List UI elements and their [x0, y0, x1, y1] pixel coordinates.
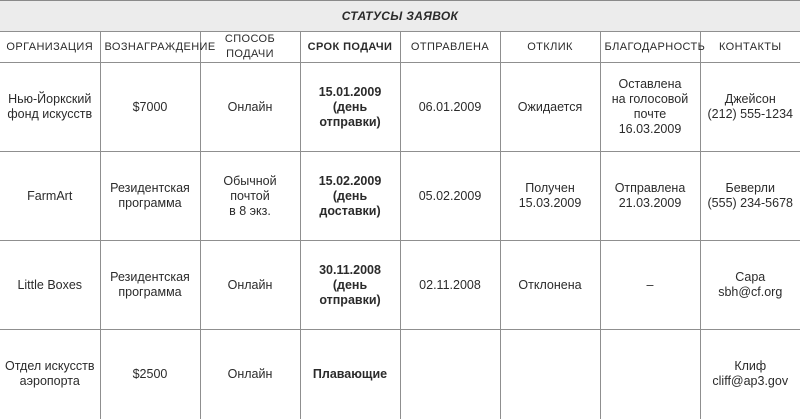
table-row — [0, 63, 800, 152]
header-reward: ВОЗНАГРАЖДЕНИЕ — [100, 32, 200, 63]
cell-thanks: Отправлена 21.03.2009 — [600, 152, 700, 241]
cell-contacts: Клиф cliff@ap3.gov — [700, 330, 800, 419]
table-row — [0, 152, 800, 241]
cell-reward: $7000 — [100, 63, 200, 152]
cell-method: Обычной почтой в 8 экз. — [200, 152, 300, 241]
table-title: СТАТУСЫ ЗАЯВОК — [0, 0, 800, 31]
cell-reward: $2500 — [100, 330, 200, 419]
header-row — [0, 32, 800, 63]
cell-deadline: 15.02.2009 (день доставки) — [300, 152, 400, 241]
header-deadline: СРОК ПОДАЧИ — [300, 32, 400, 63]
cell-organization: Little Boxes — [0, 241, 100, 330]
cell-contacts: Джейсон (212) 555-1234 — [700, 63, 800, 152]
cell-deadline: 15.01.2009 (день отправки) — [300, 63, 400, 152]
cell-sent: 02.11.2008 — [400, 241, 500, 330]
header-organization: ОРГАНИЗАЦИЯ — [0, 32, 100, 63]
cell-method: Онлайн — [200, 330, 300, 419]
cell-response: Получен 15.03.2009 — [500, 152, 600, 241]
table-row — [0, 241, 800, 330]
cell-thanks: Оставлена на голосовой почте 16.03.2009 — [600, 63, 700, 152]
header-method: СПОСОБ ПОДАЧИ — [200, 32, 300, 63]
cell-response: Отклонена — [500, 241, 600, 330]
cell-contacts: Беверли (555) 234-5678 — [700, 152, 800, 241]
cell-reward: Резидентская программа — [100, 152, 200, 241]
header-sent: ОТПРАВЛЕНА — [400, 32, 500, 63]
application-status-table — [0, 31, 800, 419]
cell-sent: 06.01.2009 — [400, 63, 500, 152]
header-response: ОТКЛИК — [500, 32, 600, 63]
cell-thanks: – — [600, 241, 700, 330]
cell-response: Ожидается — [500, 63, 600, 152]
cell-reward: Резидентская программа — [100, 241, 200, 330]
cell-organization: FarmArt — [0, 152, 100, 241]
table-row — [0, 330, 800, 419]
header-contacts: КОНТАКТЫ — [700, 32, 800, 63]
cell-method: Онлайн — [200, 241, 300, 330]
cell-deadline: 30.11.2008 (день отправки) — [300, 241, 400, 330]
cell-contacts: Сара sbh@cf.org — [700, 241, 800, 330]
cell-response — [500, 330, 600, 419]
cell-organization: Отдел искусств аэропорта — [0, 330, 100, 419]
header-thanks: БЛАГОДАРНОСТЬ — [600, 32, 700, 63]
cell-thanks — [600, 330, 700, 419]
cell-sent: 05.02.2009 — [400, 152, 500, 241]
cell-organization: Нью-Йоркский фонд искусств — [0, 63, 100, 152]
cell-method: Онлайн — [200, 63, 300, 152]
cell-sent — [400, 330, 500, 419]
cell-deadline: Плавающие — [300, 330, 400, 419]
